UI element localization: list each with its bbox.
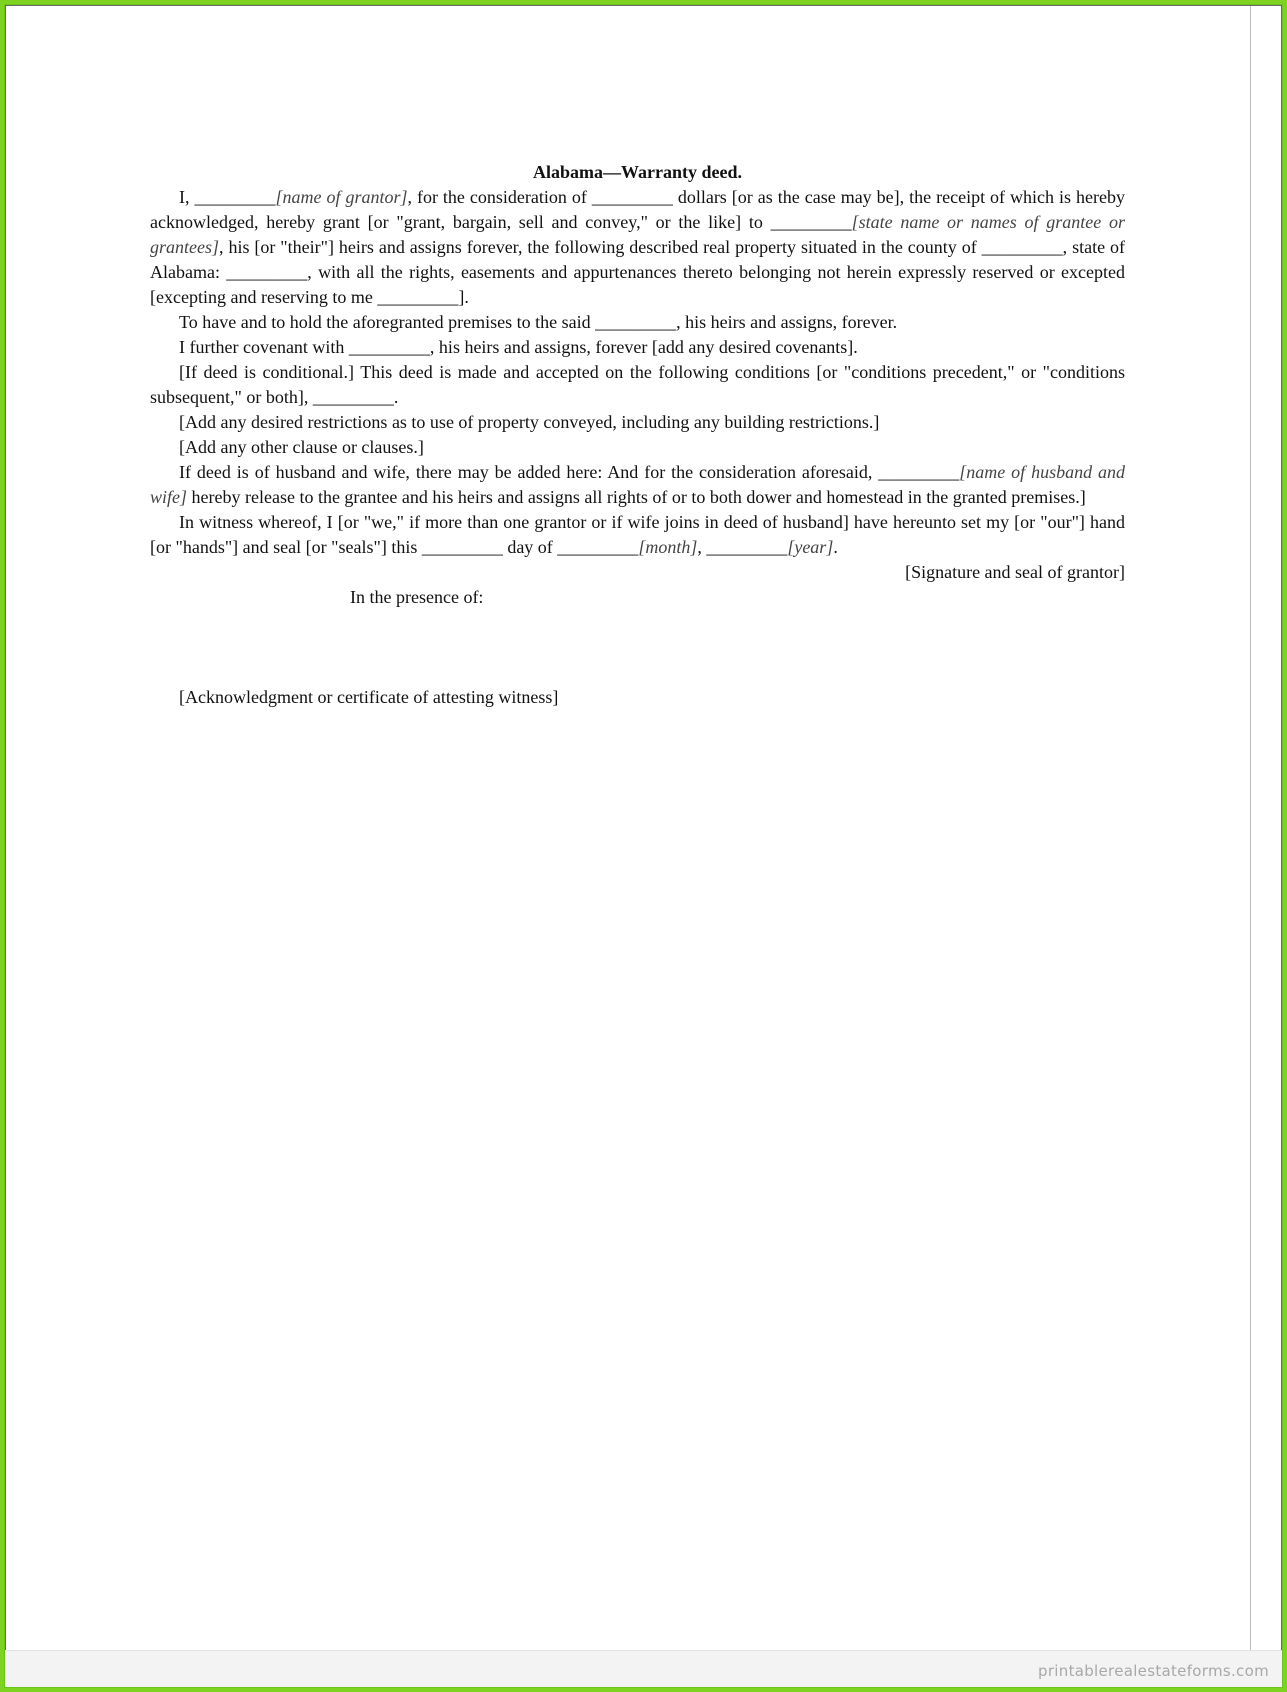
paragraph-covenant: I further covenant with _________, his heirs and assigns, forever [add any desired covenants].	[179, 337, 858, 357]
release-text-1: If deed is of husband and wife, there may be added here: And for the consideration aforesaid, _________	[179, 462, 960, 482]
grant-text-2: , for the consideration of _________ dollars [or as the case may be], the receipt of which is hereby acknowledged, hereby grant [or "grant, bargain, sell and convey," or the like] to _________	[150, 187, 1125, 232]
paragraph-other-clauses: [Add any other clause or clauses.]	[179, 437, 424, 457]
paragraph-restrictions: [Add any desired restrictions as to use of property conveyed, including any building restrictions.]	[179, 412, 880, 432]
witness-text-3: .	[833, 537, 838, 557]
acknowledgment-line: [Acknowledgment or certificate of attesting witness]	[179, 687, 559, 707]
paragraph-grant	[150, 185, 1125, 310]
month-placeholder: [month]	[638, 537, 698, 557]
paragraph-habendum: To have and to hold the aforegranted premises to the said _________, his heirs and assigns, forever.	[179, 312, 898, 332]
paragraph-dower-release	[150, 460, 1125, 510]
watermark: printablerealestateforms.com	[1038, 1662, 1269, 1680]
paragraph-witness	[150, 510, 1125, 560]
deed-document	[150, 160, 1125, 710]
grant-text-1: I, _________	[179, 187, 276, 207]
year-placeholder: [year]	[787, 537, 834, 557]
grantee-placeholder: [state name or names of grantee or grantees]	[150, 212, 1125, 257]
document-title: Alabama—Warranty deed.	[533, 162, 742, 182]
husband-wife-placeholder: [name of husband and wife]	[150, 462, 1125, 507]
grant-text-3: , his [or "their"] heirs and assigns forever, the following described real property situated in the county of _________, state of Alabama: _________, with all the rights, easements and appurtenances thereto belonging not herein expressly reserved or excepted [excepting and reserving to me _________].	[150, 237, 1125, 307]
page-edge-line	[1250, 6, 1251, 1656]
paragraph-conditional: [If deed is conditional.] This deed is made and accepted on the following conditions [or "conditions precedent," or "conditions subsequent," or both], _________.	[150, 362, 1125, 407]
grantor-placeholder: [name of grantor]	[275, 187, 408, 207]
presence-line: In the presence of:	[350, 587, 484, 607]
witness-text-1: In witness whereof, I [or "we," if more than one grantor or if wife joins in deed of husband] have hereunto set my [or "our"] hand [or "hands"] and seal [or "seals"] this _________ day of _________	[150, 512, 1125, 557]
signature-line: [Signature and seal of grantor]	[905, 562, 1125, 582]
witness-text-2: , _________	[697, 537, 788, 557]
release-text-2: hereby release to the grantee and his heirs and assigns all rights of or to both dower and homestead in the granted premises.]	[187, 487, 1086, 507]
signature-space	[150, 610, 1125, 685]
